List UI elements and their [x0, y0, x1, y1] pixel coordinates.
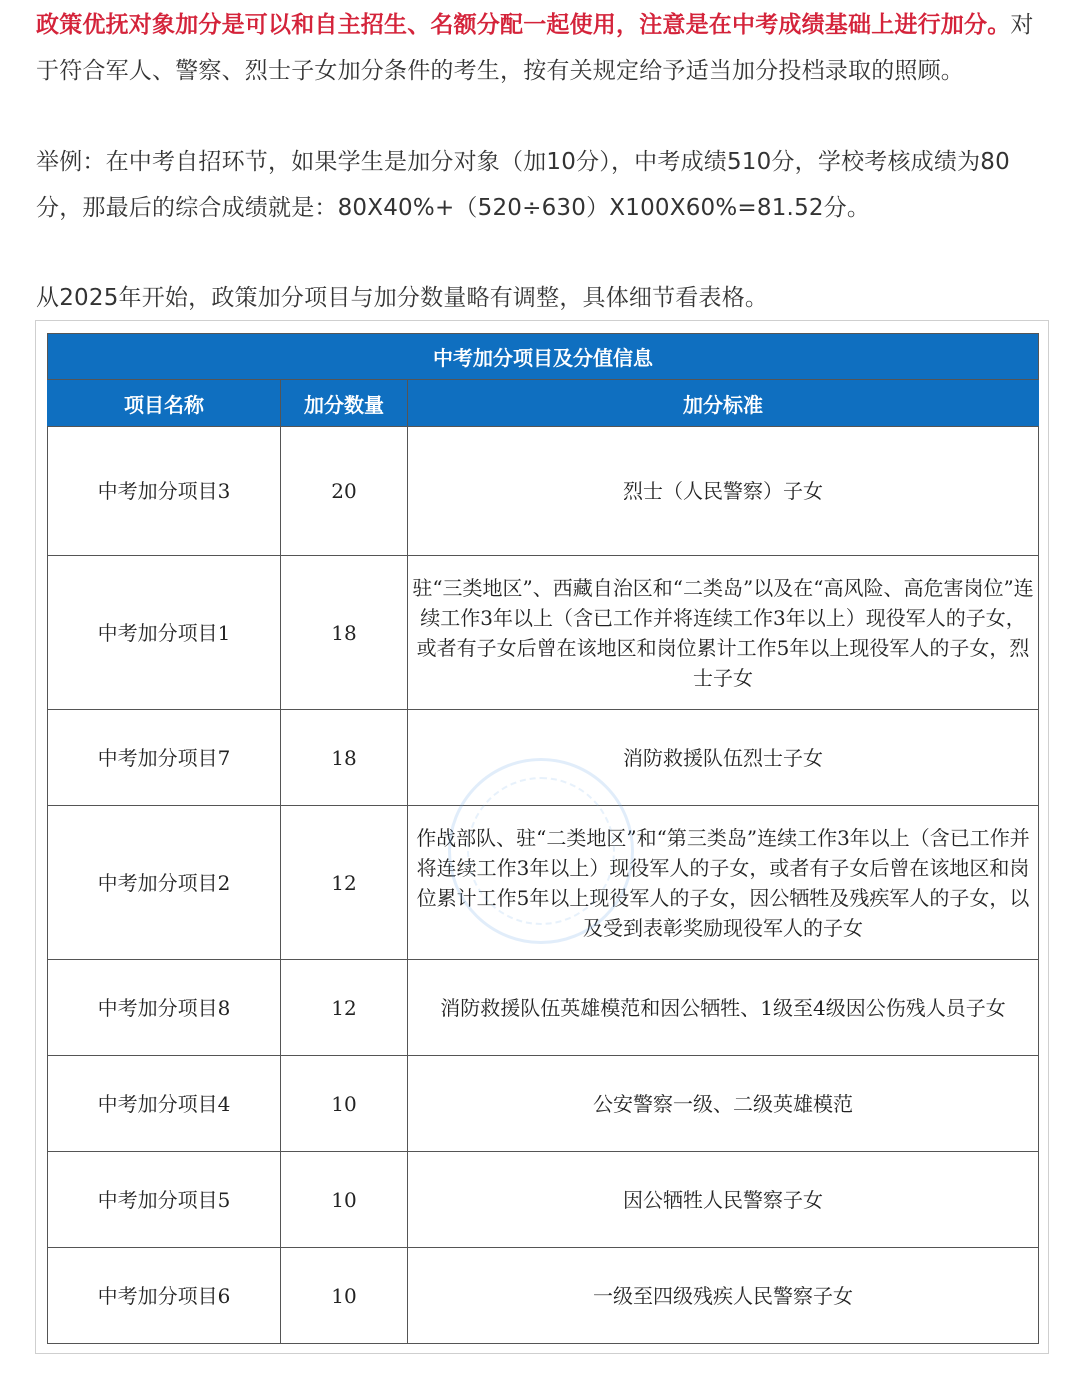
row-points: 10 [281, 1056, 408, 1152]
policy-detail: 对于符合军人、警察、烈士子女加分条件的考生，按有关规定给予适当加分投档录取的照顾。 [36, 12, 1034, 84]
row-project-name: 中考加分项目3 [48, 427, 281, 556]
example-paragraph: 举例：在中考自招环节，如果学生是加分对象（加10分），中考成绩510分，学校考核成绩为80分，那最后的综合成绩就是：80X40%+（520÷630）X100X60%=81.52分。 [36, 149, 1010, 221]
row-points: 18 [281, 556, 408, 710]
table-row [48, 960, 1039, 1056]
row-criteria: 消防救援队伍烈士子女 [408, 710, 1039, 806]
row-project-name: 中考加分项目8 [48, 960, 281, 1056]
row-criteria: 消防救援队伍英雄模范和因公牺牲、1级至4级因公伤残人员子女 [408, 960, 1039, 1056]
table-row [48, 556, 1039, 710]
row-project-name: 中考加分项目1 [48, 556, 281, 710]
row-points: 10 [281, 1152, 408, 1248]
row-project-name: 中考加分项目4 [48, 1056, 281, 1152]
row-criteria: 作战部队、驻“二类地区”和“第三类岛”连续工作3年以上（含已工作并将连续工作3年以上）现役军人的子女，或者有子女后曾在该地区和岗位累计工作5年以上现役军人的子女，因公牺牲及残疾军人的子女，以及受到表彰奖励现役军人的子女 [408, 806, 1039, 960]
table-header-row [48, 380, 1039, 427]
table-title-row [48, 334, 1039, 380]
row-criteria: 驻“三类地区”、西藏自治区和“二类岛”以及在“高风险、高危害岗位”连续工作3年以上（含已工作并将连续工作3年以上）现役军人的子女，或者有子女后曾在该地区和岗位累计工作5年以上现役军人的子女，烈士子女 [408, 556, 1039, 710]
policy-paragraph [36, 2, 1056, 94]
row-points: 12 [281, 960, 408, 1056]
header-criteria: 加分标准 [408, 380, 1039, 427]
row-criteria: 烈士（人民警察）子女 [408, 427, 1039, 556]
row-project-name: 中考加分项目5 [48, 1152, 281, 1248]
table-row [48, 1248, 1039, 1344]
row-criteria: 公安警察一级、二级英雄模范 [408, 1056, 1039, 1152]
row-points: 18 [281, 710, 408, 806]
row-criteria: 因公牺牲人民警察子女 [408, 1152, 1039, 1248]
policy-highlight: 政策优抚对象加分是可以和自主招生、名额分配一起使用，注意是在中考成绩基础上进行加分。 [36, 12, 1011, 38]
row-points: 10 [281, 1248, 408, 1344]
table-title: 中考加分项目及分值信息 [48, 334, 1039, 380]
row-points: 20 [281, 427, 408, 556]
header-project-name: 项目名称 [48, 380, 281, 427]
row-points: 12 [281, 806, 408, 960]
bonus-points-table [47, 333, 1039, 1344]
row-criteria: 一级至四级残疾人民警察子女 [408, 1248, 1039, 1344]
table-row [48, 710, 1039, 806]
header-points: 加分数量 [281, 380, 408, 427]
row-project-name: 中考加分项目6 [48, 1248, 281, 1344]
row-project-name: 中考加分项目2 [48, 806, 281, 960]
table-row [48, 1152, 1039, 1248]
table-row [48, 806, 1039, 960]
row-project-name: 中考加分项目7 [48, 710, 281, 806]
table-row [48, 1056, 1039, 1152]
adjustment-paragraph: 从2025年开始，政策加分项目与加分数量略有调整，具体细节看表格。 [36, 285, 769, 311]
table-row [48, 427, 1039, 556]
